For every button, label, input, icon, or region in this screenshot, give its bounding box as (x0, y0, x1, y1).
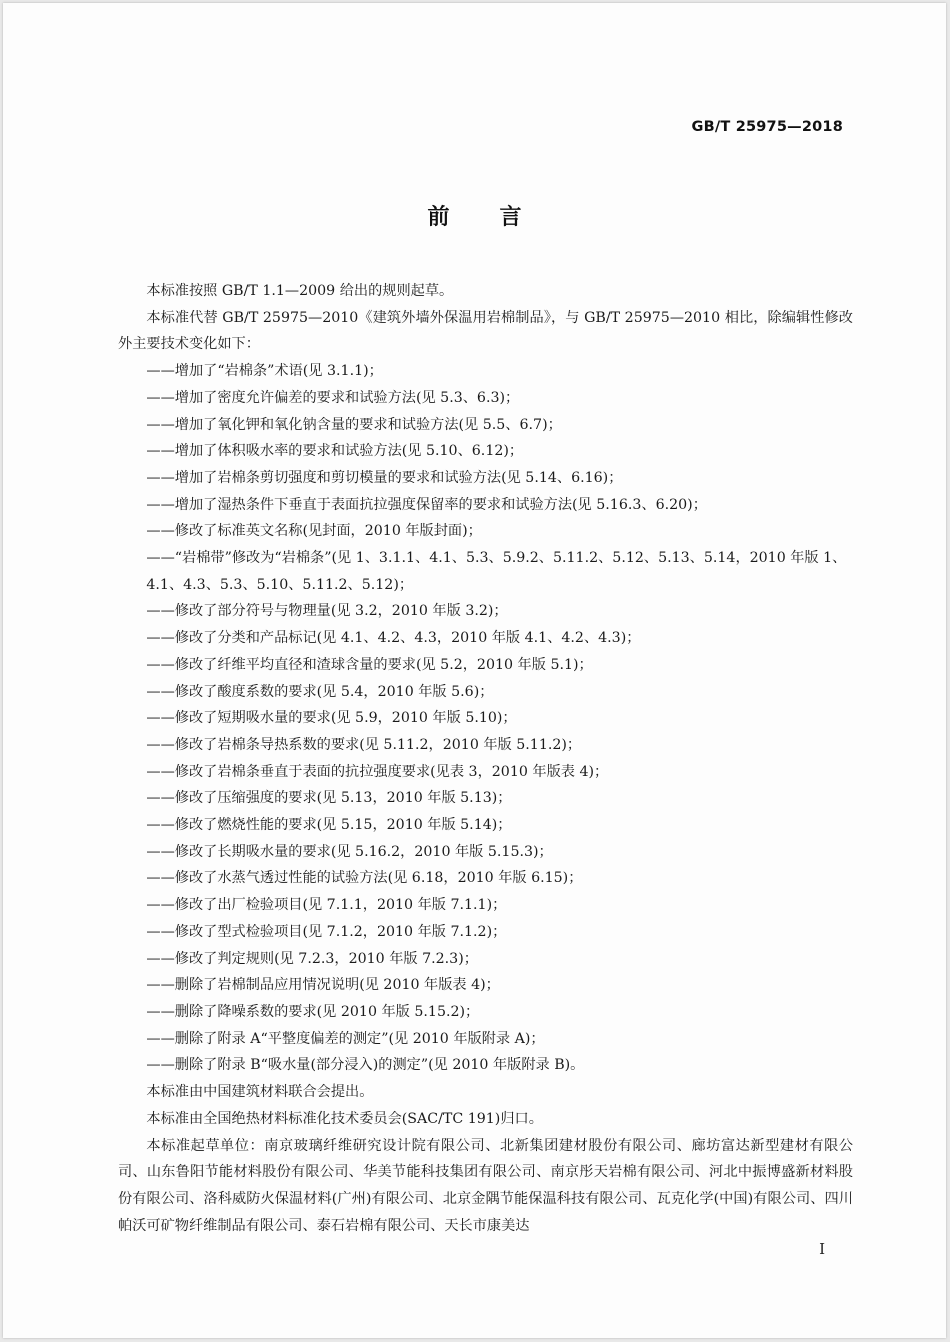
paragraph-replacement: 本标准代替 GB/T 25975—2010《建筑外墙外保温用岩棉制品》，与 GB/T 25975—2010 相比，除编辑性修改外主要技术变化如下： (118, 309, 853, 353)
list-item: ——增加了岩棉条剪切强度和剪切模量的要求和试验方法(见 5.14、6.16)； (146, 469, 623, 486)
paragraph-committee: 本标准由全国绝热材料标准化技术委员会(SAC/TC 191)归口。 (146, 1110, 543, 1127)
list-item: ——修改了水蒸气透过性能的试验方法(见 6.18，2010 年版 6.15)； (146, 870, 583, 887)
list-item: ——修改了部分符号与物理量(见 3.2，2010 年版 3.2)； (146, 603, 508, 620)
list-item: ——修改了标准英文名称(见封面，2010 年版封面)； (146, 523, 482, 540)
standard-number: GB/T 25975—2018 (691, 119, 843, 135)
list-item: ——增加了密度允许偏差的要求和试验方法(见 5.3、6.3)； (146, 389, 520, 406)
list-item: ——增加了湿热条件下垂直于表面抗拉强度保留率的要求和试验方法(见 5.16.3、6.20)； (146, 496, 707, 513)
list-item: ——“岩棉带”修改为“岩棉条”(见 1、3.1.1、4.1、5.3、5.9.2、5.11.2、5.12、5.13、5.14，2010 年版 1、4.1、4.3、5.3、5.10、5.11.2、5.12)； (146, 550, 847, 593)
list-item: ——修改了岩棉条导热系数的要求(见 5.11.2，2010 年版 5.11.2)； (146, 736, 582, 753)
paragraph-drafting-rules: 本标准按照 GB/T 1.1—2009 给出的规则起草。 (146, 283, 454, 299)
list-item: ——修改了燃烧性能的要求(见 5.15，2010 年版 5.14)； (146, 817, 512, 834)
list-item: ——修改了型式检验项目(见 7.1.2，2010 年版 7.1.2)； (146, 923, 507, 940)
list-item: ——修改了短期吸水量的要求(见 5.9，2010 年版 5.10)； (146, 710, 517, 727)
list-item: ——修改了分类和产品标记(见 4.1、4.2、4.3，2010 年版 4.1、4.2、4.3)； (146, 630, 641, 647)
foreword-body (118, 278, 853, 1239)
list-item: ——增加了体积吸水率的要求和试验方法(见 5.10、6.12)； (146, 443, 524, 460)
paragraph-drafting-units: 本标准起草单位：南京玻璃纤维研究设计院有限公司、北新集团建材股份有限公司、廊坊富达新型建材有限公司、山东鲁阳节能材料股份有限公司、华美节能科技集团有限公司、南京彤天岩棉有限公司、河北中振博盛新材料股份有限公司、洛科威防火保温材料(广州)有限公司、北京金隅节能保温科技有限公司、瓦克化学(中国)有限公司、四川帕沃可矿物纤维制品有限公司、泰石岩棉有限公司、天长市康美达 (118, 1137, 853, 1234)
page-title: 前言 (427, 205, 572, 230)
list-item: ——增加了“岩棉条”术语(见 3.1.1)； (146, 363, 383, 380)
list-item: ——修改了压缩强度的要求(见 5.13，2010 年版 5.13)； (146, 790, 512, 807)
list-item: ——删除了附录 B“吸水量(部分浸入)的测定”(见 2010 年版附录 B)。 (146, 1057, 585, 1074)
list-item: ——增加了氧化钾和氧化钠含量的要求和试验方法(见 5.5、6.7)； (146, 416, 562, 433)
list-item: ——修改了出厂检验项目(见 7.1.1，2010 年版 7.1.1)； (146, 897, 507, 914)
list-item: ——删除了附录 A“平整度偏差的测定”(见 2010 年版附录 A)； (146, 1030, 545, 1047)
list-item: ——修改了长期吸水量的要求(见 5.16.2，2010 年版 5.15.3)； (146, 843, 553, 860)
list-item: ——修改了岩棉条垂直于表面的抗拉强度要求(见表 3，2010 年版表 4)； (146, 763, 609, 780)
page-number: I (819, 1240, 825, 1258)
paragraph-proposer: 本标准由中国建筑材料联合会提出。 (146, 1084, 374, 1101)
list-item: ——删除了降噪系数的要求(见 2010 年版 5.15.2)； (146, 1003, 480, 1020)
list-item: ——修改了纤维平均直径和渣球含量的要求(见 5.2，2010 年版 5.1)； (146, 656, 593, 673)
changes-list (118, 358, 853, 1079)
list-item: ——修改了判定规则(见 7.2.3，2010 年版 7.2.3)； (146, 950, 478, 967)
list-item: ——修改了酸度系数的要求(见 5.4，2010 年版 5.6)； (146, 683, 494, 700)
document-page (3, 3, 946, 1338)
list-item: ——删除了岩棉制品应用情况说明(见 2010 年版表 4)； (146, 977, 500, 994)
